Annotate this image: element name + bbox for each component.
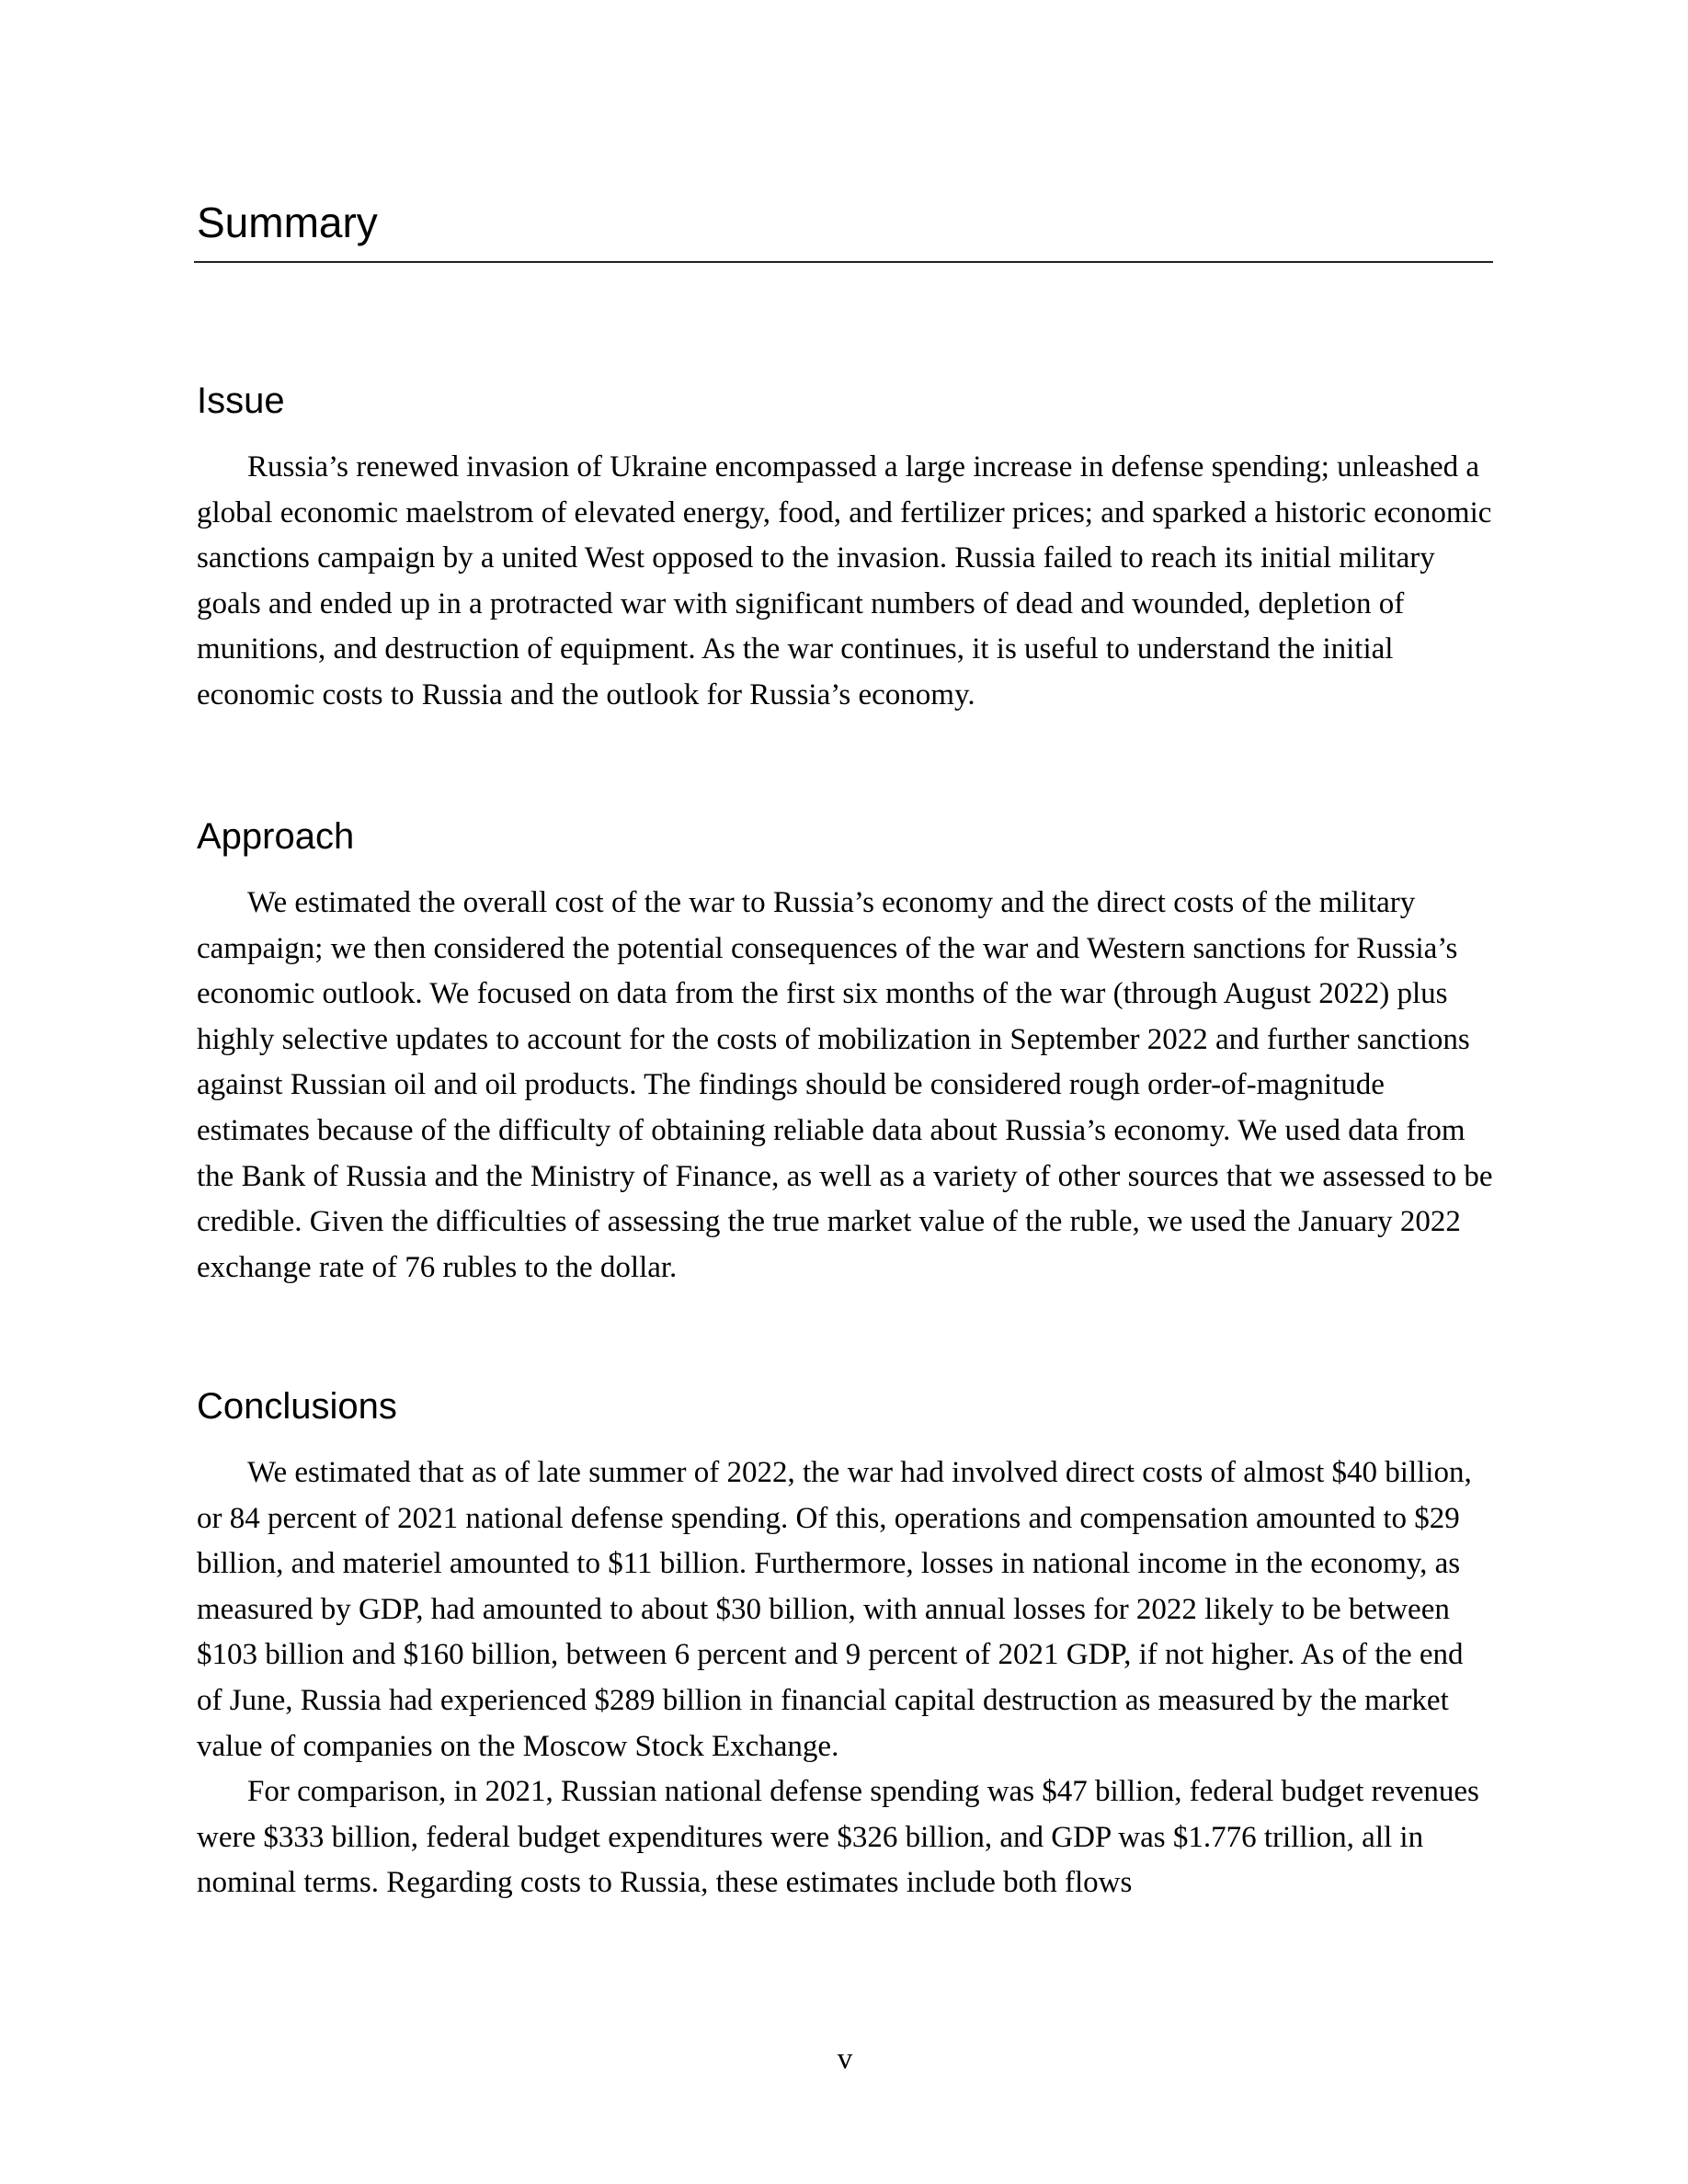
conclusions-heading: Conclusions xyxy=(197,1386,397,1427)
title-divider xyxy=(194,261,1493,263)
conclusions-body xyxy=(197,1450,1495,1906)
conclusions-paragraph-1: We estimated that as of late summer of 2022, the war had involved direct costs of almost $40 billion, or 84 percent of 2021 national defense spending. Of this, operations and compensation amounted to $29 billion, and materiel amounted to $11 billion. Furthermore, losses in national income in the economy, as measured by GDP, had amounted to about $30 billion, with annual losses for 2022 likely to be between $103 billion and $160 billion, between 6 percent and 9 percent of 2021 GDP, if not higher. As of the end of June, Russia had experienced $289 billion in financial capital destruction as measured by the market value of companies on the Moscow Stock Exchange. xyxy=(197,1456,1472,1763)
page-number: v xyxy=(837,2042,853,2076)
issue-body xyxy=(197,445,1495,719)
conclusions-paragraph-2: For comparison, in 2021, Russian national defense spending was $47 billion, federal budget revenues were $333 billion, federal budget expenditures were $326 billion, and GDP was $1.776 trillion, all in nominal terms. Regarding costs to Russia, these estimates include both flows xyxy=(197,1775,1479,1900)
page-title: Summary xyxy=(197,199,378,246)
issue-paragraph-1: Russia’s renewed invasion of Ukraine encompassed a large increase in defense spending; unleashed a global economic maelstrom of elevated energy, food, and fertilizer prices; and sparked a historic economic sanctions campaign by a united West opposed to the invasion. Russia failed to reach its initial military goals and ended up in a protracted war with significant numbers of dead and wounded, depletion of munitions, and destruction of equipment. As the war continues, it is useful to understand the initial economic costs to Russia and the outlook for Russia’s economy. xyxy=(197,450,1492,711)
approach-heading: Approach xyxy=(197,816,355,857)
issue-heading: Issue xyxy=(197,381,285,421)
approach-paragraph-1: We estimated the overall cost of the war to Russia’s economy and the direct costs of the military campaign; we then considered the potential consequences of the war and Western sanctions for Russia’s economic outlook. We focused on data from the first six months of the war (through August 2022) plus highly selective updates to account for the costs of mobilization in September 2022 and further sanctions against Russian oil and oil products. The findings should be considered rough order-of-magnitude estimates because of the difficulty of obtaining reliable data about Russia’s economy. We used data from the Bank of Russia and the Ministry of Finance, as well as a variety of other sources that we assessed to be credible. Given the difficulties of assessing the true market value of the ruble, we used the January 2022 exchange rate of 76 rubles to the dollar. xyxy=(197,886,1493,1284)
approach-body xyxy=(197,881,1495,1291)
